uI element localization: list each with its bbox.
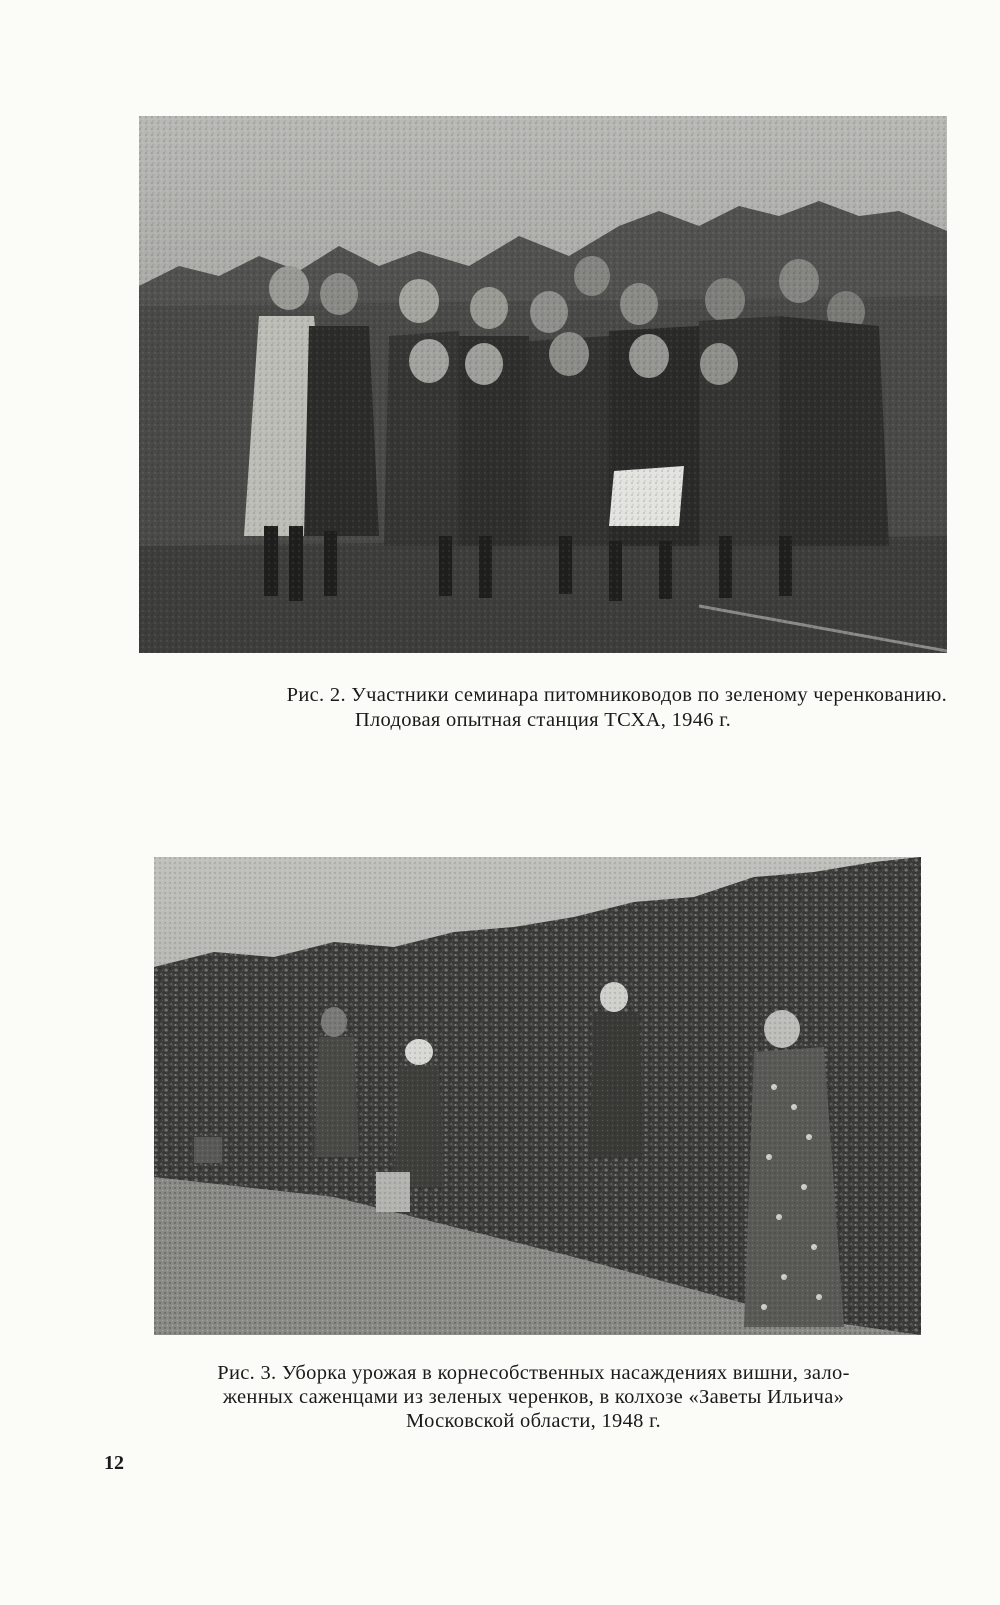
caption-line: женных саженцами из зеленых черенков, в колхозе «Заветы Ильича»	[222, 1386, 845, 1408]
group-photo-image	[139, 116, 947, 653]
caption-line: Плодовая опытная станция ТСХА, 1946 г.	[354, 709, 732, 731]
figure-2-caption	[139, 683, 947, 733]
figure-2-photo	[139, 116, 947, 653]
caption-line: Московской области, 1948 г.	[406, 1410, 661, 1432]
figure-3-photo	[154, 857, 921, 1335]
figure-3-caption	[143, 1361, 924, 1433]
harvest-photo-image	[154, 857, 921, 1335]
page-number: 12	[104, 1452, 124, 1474]
caption-line: Рис. 3. Уборка урожая в корнесобственных насаждениях вишни, зало-	[217, 1362, 850, 1384]
caption-line: Рис. 2. Участники семинара питомниководов по зеленому черенкованию.	[286, 684, 947, 706]
